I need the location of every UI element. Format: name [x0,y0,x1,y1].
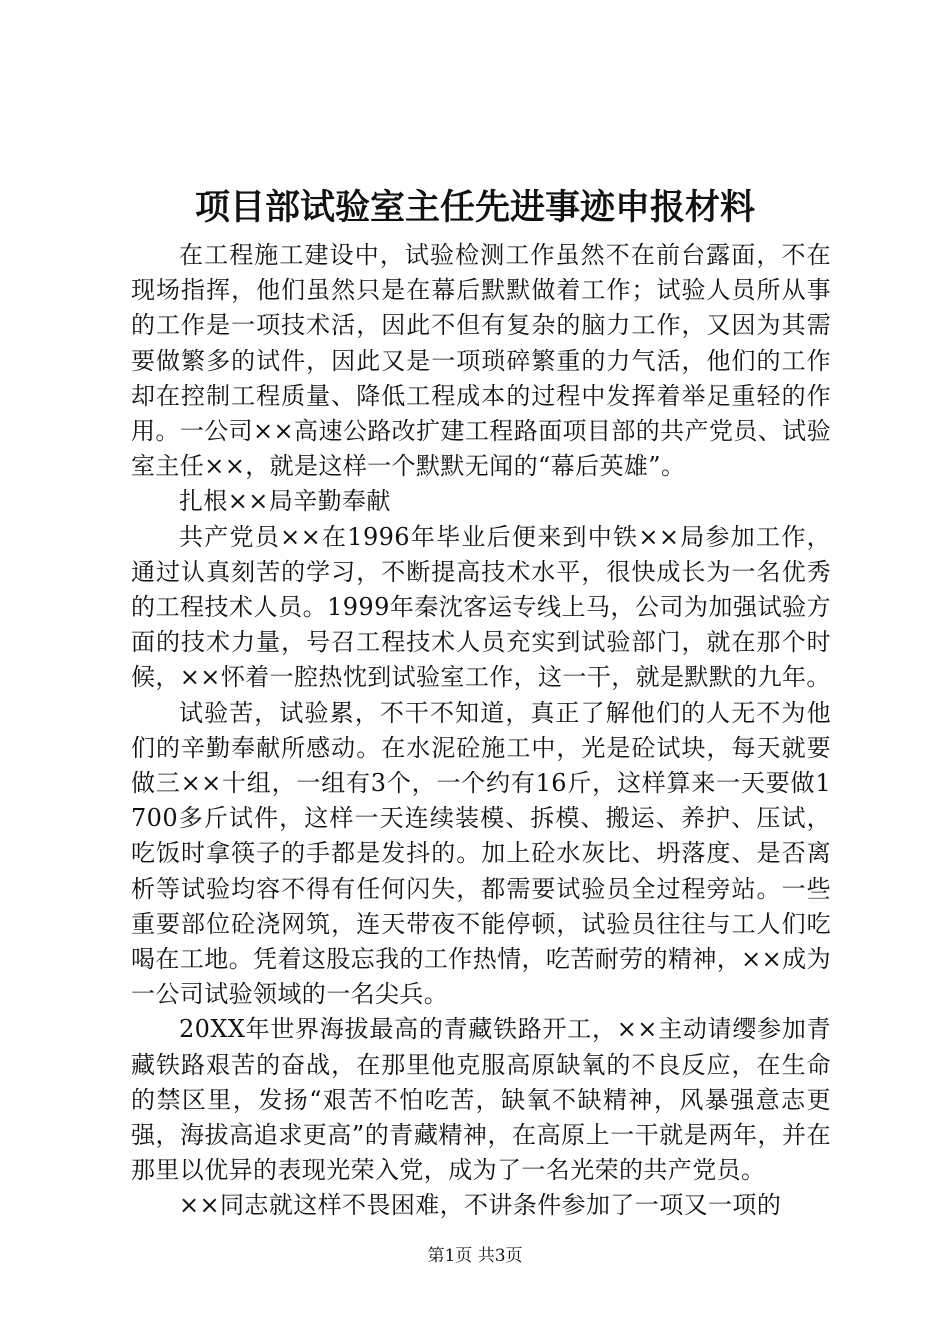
section-heading: 扎根××局辛勤奉献 [179,487,391,516]
paragraph-career: 共产党员××在1996年毕业后便来到中铁××局参加工作，通过认真刻苦的学习，不断提高技术水平，很快成长为一名优秀的工程技术人员。1999年秦沈客运专线上马，公司为加强试验方面的技术力量，号召工程技术人员充实到试验部门，就在那个时候，××怀着一腔热忱到试验室工作，这一干，就是默默的九年。 [131,522,831,692]
page-footer: 第1页 共3页 [427,1246,523,1266]
paragraph-hardship: 试验苦，试验累，不干不知道，真正了解他们的人无不为他们的辛勤奉献所感动。在水泥砼施工中，光是砼试块，每天就要做三××十组，一组有3个，一个约有16斤，这样算来一天要做1700多斤试件，这样一天连续装模、拆模、搬运、养护、压试，吃饭时拿筷子的手都是发抖的。加上砼水灰比、坍落度、是否离析等试验均容不得有任何闪失，都需要试验员全过程旁站。一些重要部位砼浇网筑，连天带夜不能停顿，试验员往往与工人们吃喝在工地。凭着这股忘我的工作热情，吃苦耐劳的精神，××成为一公司试验领域的一名尖兵。 [131,698,831,1009]
paragraph-qinghai-tibet: 20XX年世界海拔最高的青藏铁路开工，××主动请缨参加青藏铁路艰苦的奋战，在那里他克服高原缺氧的不良反应，在生命的禁区里，发扬“艰苦不怕吃苦，缺氧不缺精神，风暴强意志更强，海拔高追求更高”的青藏精神，在高原上一干就是两年，并在那里以优异的表现光荣入党，成为了一名光荣的共产党员。 [131,1015,831,1185]
document-body [131,238,831,1224]
paragraph-continued: ××同志就这样不畏困难，不讲条件参加了一项又一项的 [179,1191,782,1220]
paragraph-intro: 在工程施工建设中，试验检测工作虽然不在前台露面，不在现场指挥，他们虽然只是在幕后默默做着工作；试验人员所从事的工作是一项技术活，因此不但有复杂的脑力工作，又因为其需要做繁多的试件，因此又是一项琐碎繁重的力气活，他们的工作却在控制工程质量、降低工程成本的过程中发挥着举足重轻的作用。一公司××高速公路改扩建工程路面项目部的共产党员、试验室主任××，就是这样一个默默无闻的“幕后英雄”。 [131,241,831,481]
document-title: 项目部试验室主任先进事迹申报材料 [194,187,755,228]
